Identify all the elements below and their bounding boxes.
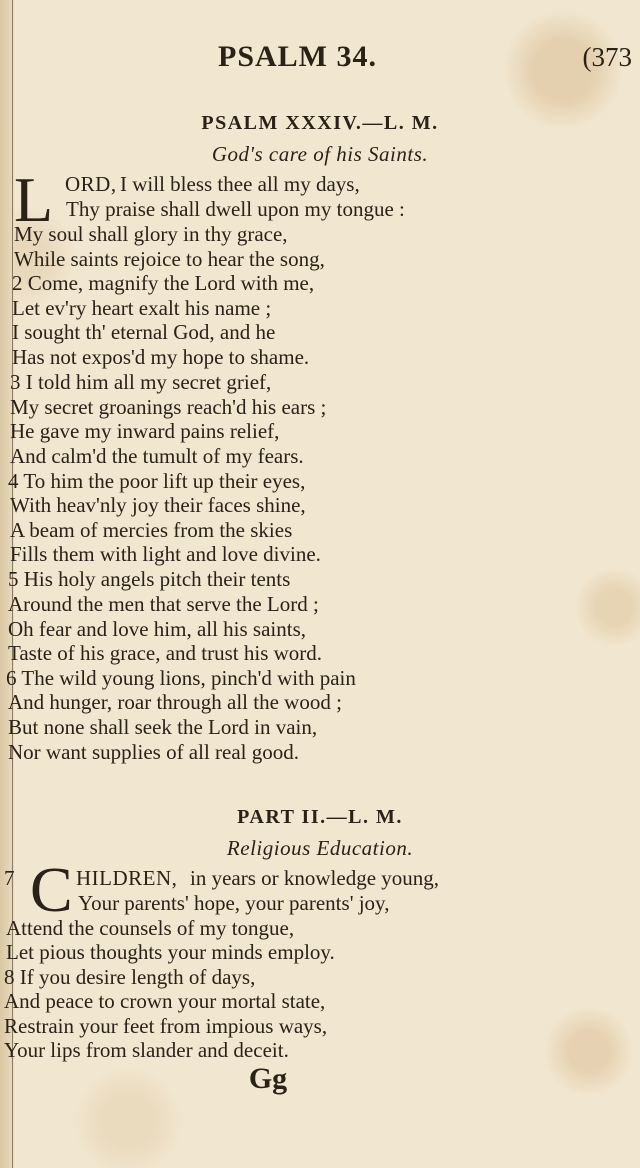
signature-mark: Gg	[248, 1062, 288, 1095]
hymn-line: With heav'nly joy their faces shine,	[10, 493, 306, 517]
hymn-line: 8 If you desire length of days,	[4, 965, 256, 989]
hymn-line: A beam of mercies from the skies	[10, 518, 293, 542]
hymn-line: My secret groanings reach'd his ears ;	[10, 395, 327, 419]
hymn-line: And peace to crown your mortal state,	[4, 989, 326, 1013]
hymn-line: in years or knowledge young,	[190, 866, 440, 890]
psalm-subtitle: God's care of his Saints.	[211, 142, 429, 166]
hymn-line: Around the men that serve the Lord ;	[8, 592, 319, 616]
hymn-line: 5 His holy angels pitch their tents	[8, 567, 291, 591]
hymn-line: I will bless thee all my days,	[120, 172, 360, 196]
hymn-line: While saints rejoice to hear the song,	[14, 247, 325, 271]
hymn-line: Fills them with light and love divine.	[10, 542, 321, 566]
drop-cap-c: C	[30, 854, 73, 925]
hymn-line: And calm'd the tumult of my fears.	[10, 444, 304, 468]
hymn-line: Oh fear and love him, all his saints,	[8, 617, 307, 641]
first-word: ORD,	[65, 172, 117, 196]
psalm-heading: PSALM XXXIV.—L. M.	[201, 112, 439, 134]
part-subtitle: Religious Education.	[226, 836, 414, 860]
hymn-line: Your lips from slander and deceit.	[4, 1038, 289, 1062]
running-head	[0, 40, 640, 80]
hymn-line: Thy praise shall dwell upon my tongue :	[66, 197, 405, 221]
hymn-line: Restrain your feet from impious ways,	[4, 1014, 328, 1038]
hymn-line: And hunger, roar through all the wood ;	[8, 690, 342, 714]
hymn-line: But none shall seek the Lord in vain,	[8, 715, 318, 739]
hymn-line: 2 Come, magnify the Lord with me,	[12, 271, 315, 295]
hymn-line: Has not expos'd my hope to shame.	[12, 345, 310, 369]
running-title: PSALM 34.	[218, 40, 377, 73]
page-number: (373	[582, 42, 632, 72]
hymn-line: My soul shall glory in thy grace,	[14, 222, 288, 246]
hymn-line: Let ev'ry heart exalt his name ;	[12, 296, 272, 320]
hymn-line: Taste of his grace, and trust his word.	[8, 641, 323, 665]
first-word: HILDREN,	[76, 866, 178, 890]
hymn-line: 3 I told him all my secret grief,	[10, 370, 272, 394]
drop-cap-l: L	[14, 164, 54, 235]
hymn-line: Your parents' hope, your parents' joy,	[78, 891, 390, 915]
hymn-line: I sought th' eternal God, and he	[12, 320, 276, 344]
hymn-line: 6 The wild young lions, pinch'd with pain	[6, 666, 356, 690]
part-heading: PART II.—L. M.	[237, 806, 403, 828]
hymn-line: He gave my inward pains relief,	[10, 419, 280, 443]
hymn-line: Nor want supplies of all real good.	[8, 740, 300, 764]
verse-number: 7	[4, 866, 15, 890]
hymn-line: Attend the counsels of my tongue,	[6, 916, 295, 940]
hymn-line: 4 To him the poor lift up their eyes,	[8, 469, 306, 493]
hymn-line: Let pious thoughts your minds employ.	[6, 940, 335, 964]
